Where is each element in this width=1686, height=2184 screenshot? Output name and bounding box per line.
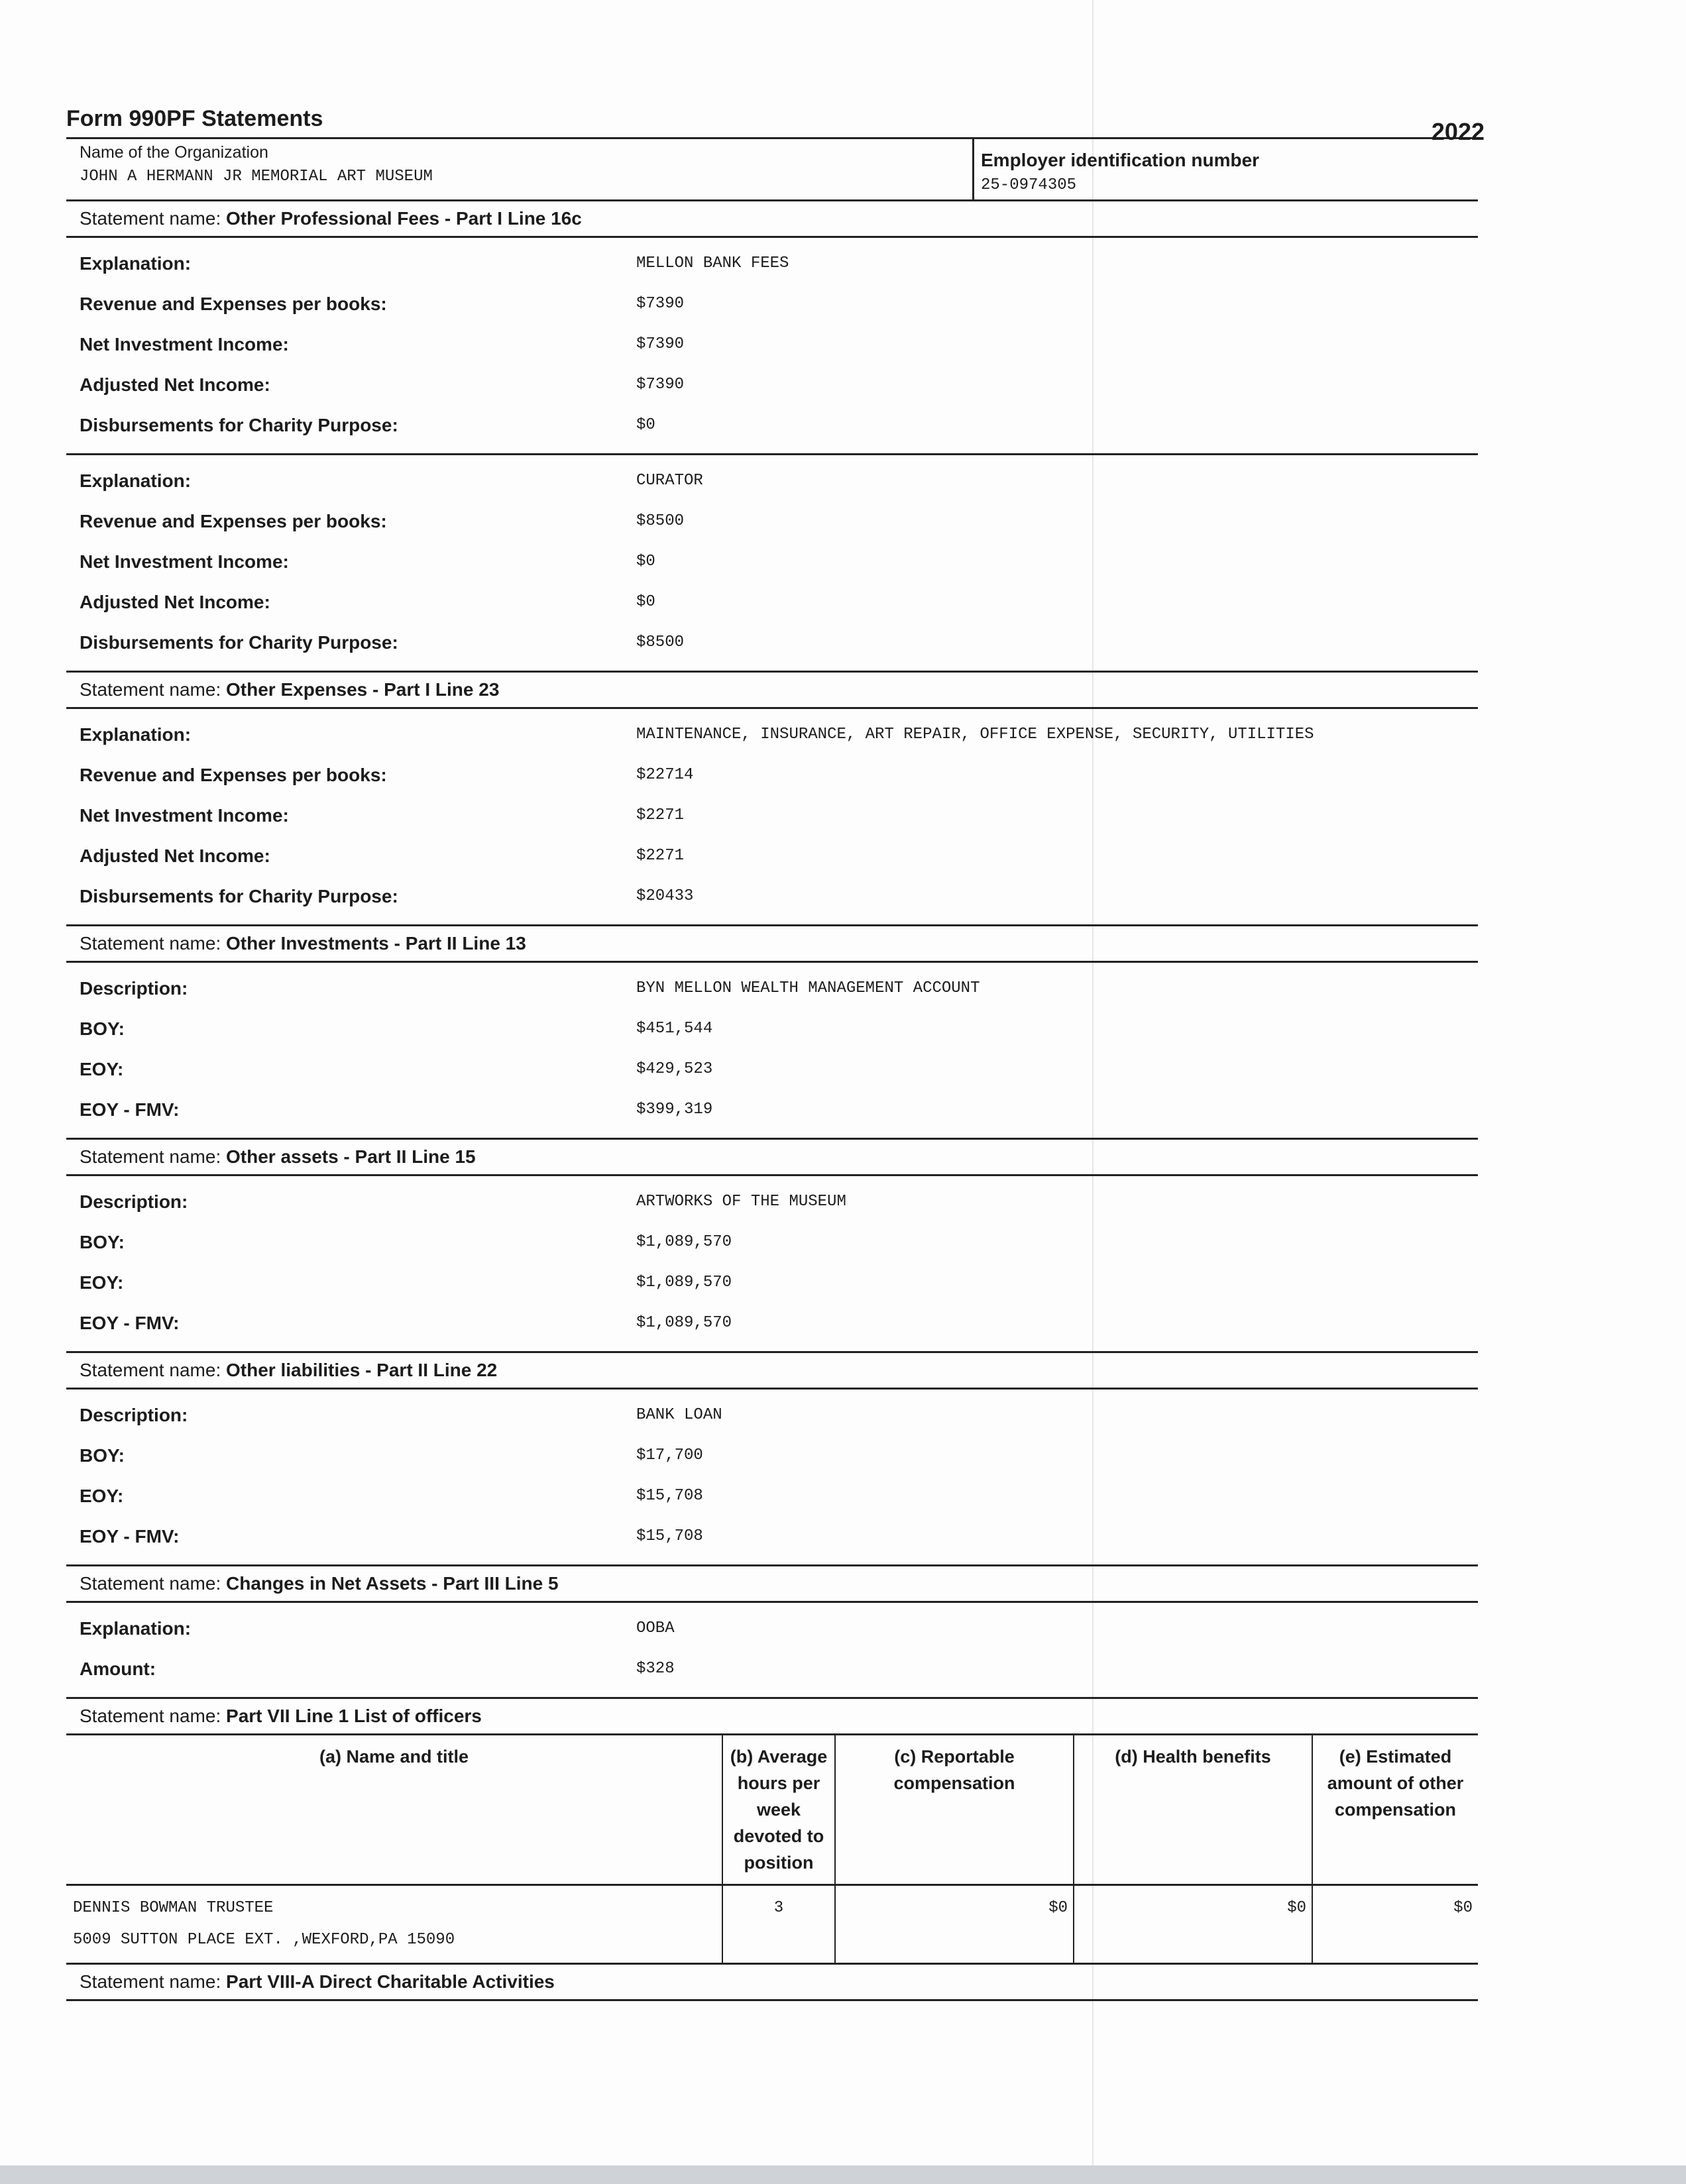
statement-other-assets xyxy=(66,1140,1478,1176)
description-label: Description: xyxy=(80,1191,188,1212)
officer-address: 5009 SUTTON PLACE EXT. ,WEXFORD,PA 15090 xyxy=(73,1931,455,1949)
officers-header-row xyxy=(66,1735,1478,1885)
statement-prefix: Statement name: xyxy=(80,1146,221,1167)
adjusted-net-value: $7390 xyxy=(636,376,685,394)
explanation-label: Explanation: xyxy=(80,724,192,745)
revenue-value: $22714 xyxy=(636,766,694,784)
other-assets-entry xyxy=(66,1176,1478,1353)
col-other-compensation: (e) Estimated amount of other compensation xyxy=(1312,1735,1478,1885)
eoy-fmv-value: $15,708 xyxy=(636,1527,703,1545)
revenue-label: Revenue and Expenses per books: xyxy=(80,510,387,531)
net-investment-label: Net Investment Income: xyxy=(80,333,289,355)
ein-value: 25-0974305 xyxy=(981,176,1077,194)
boy-value: $451,544 xyxy=(636,1020,713,1038)
eoy-value: $1,089,570 xyxy=(636,1274,732,1291)
explanation-value: MELLON BANK FEES xyxy=(636,254,789,272)
description-label: Description: xyxy=(80,977,188,999)
revenue-label: Revenue and Expenses per books: xyxy=(80,293,387,314)
ein-label: Employer identification number xyxy=(981,150,1260,170)
officer-other-compensation: $0 xyxy=(1312,1885,1478,1964)
statement-prefix: Statement name: xyxy=(80,679,221,700)
statement-title: Part VIII-A Direct Charitable Activities xyxy=(226,1971,555,1992)
statement-prefix: Statement name: xyxy=(80,933,221,954)
statement-other-investments xyxy=(66,926,1478,963)
other-liabilities-entry xyxy=(66,1390,1478,1566)
revenue-value: $8500 xyxy=(636,512,685,530)
form-990pf-statements xyxy=(66,106,1485,2001)
adjusted-net-label: Adjusted Net Income: xyxy=(80,845,270,866)
amount-value: $328 xyxy=(636,1660,675,1678)
form-title: Form 990PF Statements xyxy=(66,106,323,131)
adjusted-net-label: Adjusted Net Income: xyxy=(80,374,270,395)
net-investment-value: $0 xyxy=(636,553,655,571)
net-investment-label: Net Investment Income: xyxy=(80,804,289,826)
statement-title: Other liabilities - Part II Line 22 xyxy=(226,1360,498,1380)
net-investment-value: $7390 xyxy=(636,335,685,353)
explanation-label: Explanation: xyxy=(80,470,192,491)
net-investment-value: $2271 xyxy=(636,806,685,824)
col-name-title: (a) Name and title xyxy=(66,1735,722,1885)
disbursements-value: $20433 xyxy=(636,887,694,905)
disbursements-value: $0 xyxy=(636,416,655,434)
adjusted-net-value: $2271 xyxy=(636,847,685,865)
eoy-fmv-value: $1,089,570 xyxy=(636,1314,732,1332)
statement-title: Part VII Line 1 List of officers xyxy=(226,1706,482,1726)
adjusted-net-value: $0 xyxy=(636,593,655,611)
explanation-value: MAINTENANCE, INSURANCE, ART REPAIR, OFFICE EXPENSE, SECURITY, UTILITIES xyxy=(636,726,1314,743)
statement-title: Other Expenses - Part I Line 23 xyxy=(226,679,500,700)
description-value: BYN MELLON WEALTH MANAGEMENT ACCOUNT xyxy=(636,979,980,997)
eoy-value: $429,523 xyxy=(636,1060,713,1078)
statement-professional-fees xyxy=(66,201,1478,238)
statement-title: Changes in Net Assets - Part III Line 5 xyxy=(226,1573,559,1594)
professional-fee-entry xyxy=(66,238,1478,455)
statement-other-expenses xyxy=(66,673,1478,709)
disbursements-label: Disbursements for Charity Purpose: xyxy=(80,414,398,435)
eoy-fmv-label: EOY - FMV: xyxy=(80,1099,180,1120)
table-row xyxy=(66,1885,1478,1964)
officer-compensation: $0 xyxy=(835,1885,1074,1964)
net-investment-label: Net Investment Income: xyxy=(80,551,289,572)
disbursements-label: Disbursements for Charity Purpose: xyxy=(80,885,398,906)
statement-prefix: Statement name: xyxy=(80,1971,221,1992)
officer-cell xyxy=(66,1885,722,1964)
officers-table xyxy=(66,1735,1478,1965)
statement-prefix: Statement name: xyxy=(80,208,221,229)
other-expenses-entry xyxy=(66,709,1478,926)
col-health-benefits: (d) Health benefits xyxy=(1074,1735,1312,1885)
statement-officers xyxy=(66,1699,1478,1735)
org-name-label: Name of the Organization xyxy=(80,143,268,162)
boy-value: $17,700 xyxy=(636,1447,703,1464)
statement-title: Other Investments - Part II Line 13 xyxy=(226,933,526,954)
statement-net-assets xyxy=(66,1566,1478,1603)
organization-header xyxy=(66,137,1478,201)
eoy-label: EOY: xyxy=(80,1058,124,1079)
net-assets-entry xyxy=(66,1603,1478,1699)
statement-charitable-activities xyxy=(66,1965,1478,2001)
adjusted-net-label: Adjusted Net Income: xyxy=(80,591,270,612)
revenue-value: $7390 xyxy=(636,295,685,313)
statement-prefix: Statement name: xyxy=(80,1706,221,1726)
eoy-label: EOY: xyxy=(80,1485,124,1506)
explanation-label: Explanation: xyxy=(80,1617,192,1639)
statement-title: Other assets - Part II Line 15 xyxy=(226,1146,476,1167)
eoy-fmv-label: EOY - FMV: xyxy=(80,1312,180,1333)
statement-title: Other Professional Fees - Part I Line 16c xyxy=(226,208,582,229)
boy-label: BOY: xyxy=(80,1445,125,1466)
boy-value: $1,089,570 xyxy=(636,1233,732,1251)
statement-prefix: Statement name: xyxy=(80,1360,221,1380)
officer-hours: 3 xyxy=(722,1885,835,1964)
other-investments-entry xyxy=(66,963,1478,1140)
eoy-fmv-label: EOY - FMV: xyxy=(80,1525,180,1547)
eoy-label: EOY: xyxy=(80,1272,124,1293)
explanation-value: OOBA xyxy=(636,1619,675,1637)
tax-year: 2022 xyxy=(1431,118,1485,145)
description-value: ARTWORKS OF THE MUSEUM xyxy=(636,1193,846,1211)
officer-health-benefits: $0 xyxy=(1074,1885,1312,1964)
amount-label: Amount: xyxy=(80,1658,156,1679)
disbursements-value: $8500 xyxy=(636,633,685,651)
explanation-value: CURATOR xyxy=(636,472,703,490)
description-value: BANK LOAN xyxy=(636,1406,722,1424)
col-average-hours: (b) Average hours per week devoted to position xyxy=(722,1735,835,1885)
organization-cell xyxy=(66,139,974,199)
scan-bottom-edge xyxy=(0,2165,1686,2184)
eoy-value: $15,708 xyxy=(636,1487,703,1505)
statement-other-liabilities xyxy=(66,1353,1478,1390)
statement-prefix: Statement name: xyxy=(80,1573,221,1594)
boy-label: BOY: xyxy=(80,1231,125,1252)
officer-name: DENNIS BOWMAN TRUSTEE xyxy=(73,1899,274,1917)
explanation-label: Explanation: xyxy=(80,252,192,274)
description-label: Description: xyxy=(80,1404,188,1425)
boy-label: BOY: xyxy=(80,1018,125,1039)
col-reportable-compensation: (c) Reportable compensation xyxy=(835,1735,1074,1885)
disbursements-label: Disbursements for Charity Purpose: xyxy=(80,631,398,653)
revenue-label: Revenue and Expenses per books: xyxy=(80,764,387,785)
org-name: JOHN A HERMANN JR MEMORIAL ART MUSEUM xyxy=(80,168,433,186)
eoy-fmv-value: $399,319 xyxy=(636,1101,713,1119)
professional-fee-entry xyxy=(66,455,1478,673)
ein-cell xyxy=(974,139,1478,199)
